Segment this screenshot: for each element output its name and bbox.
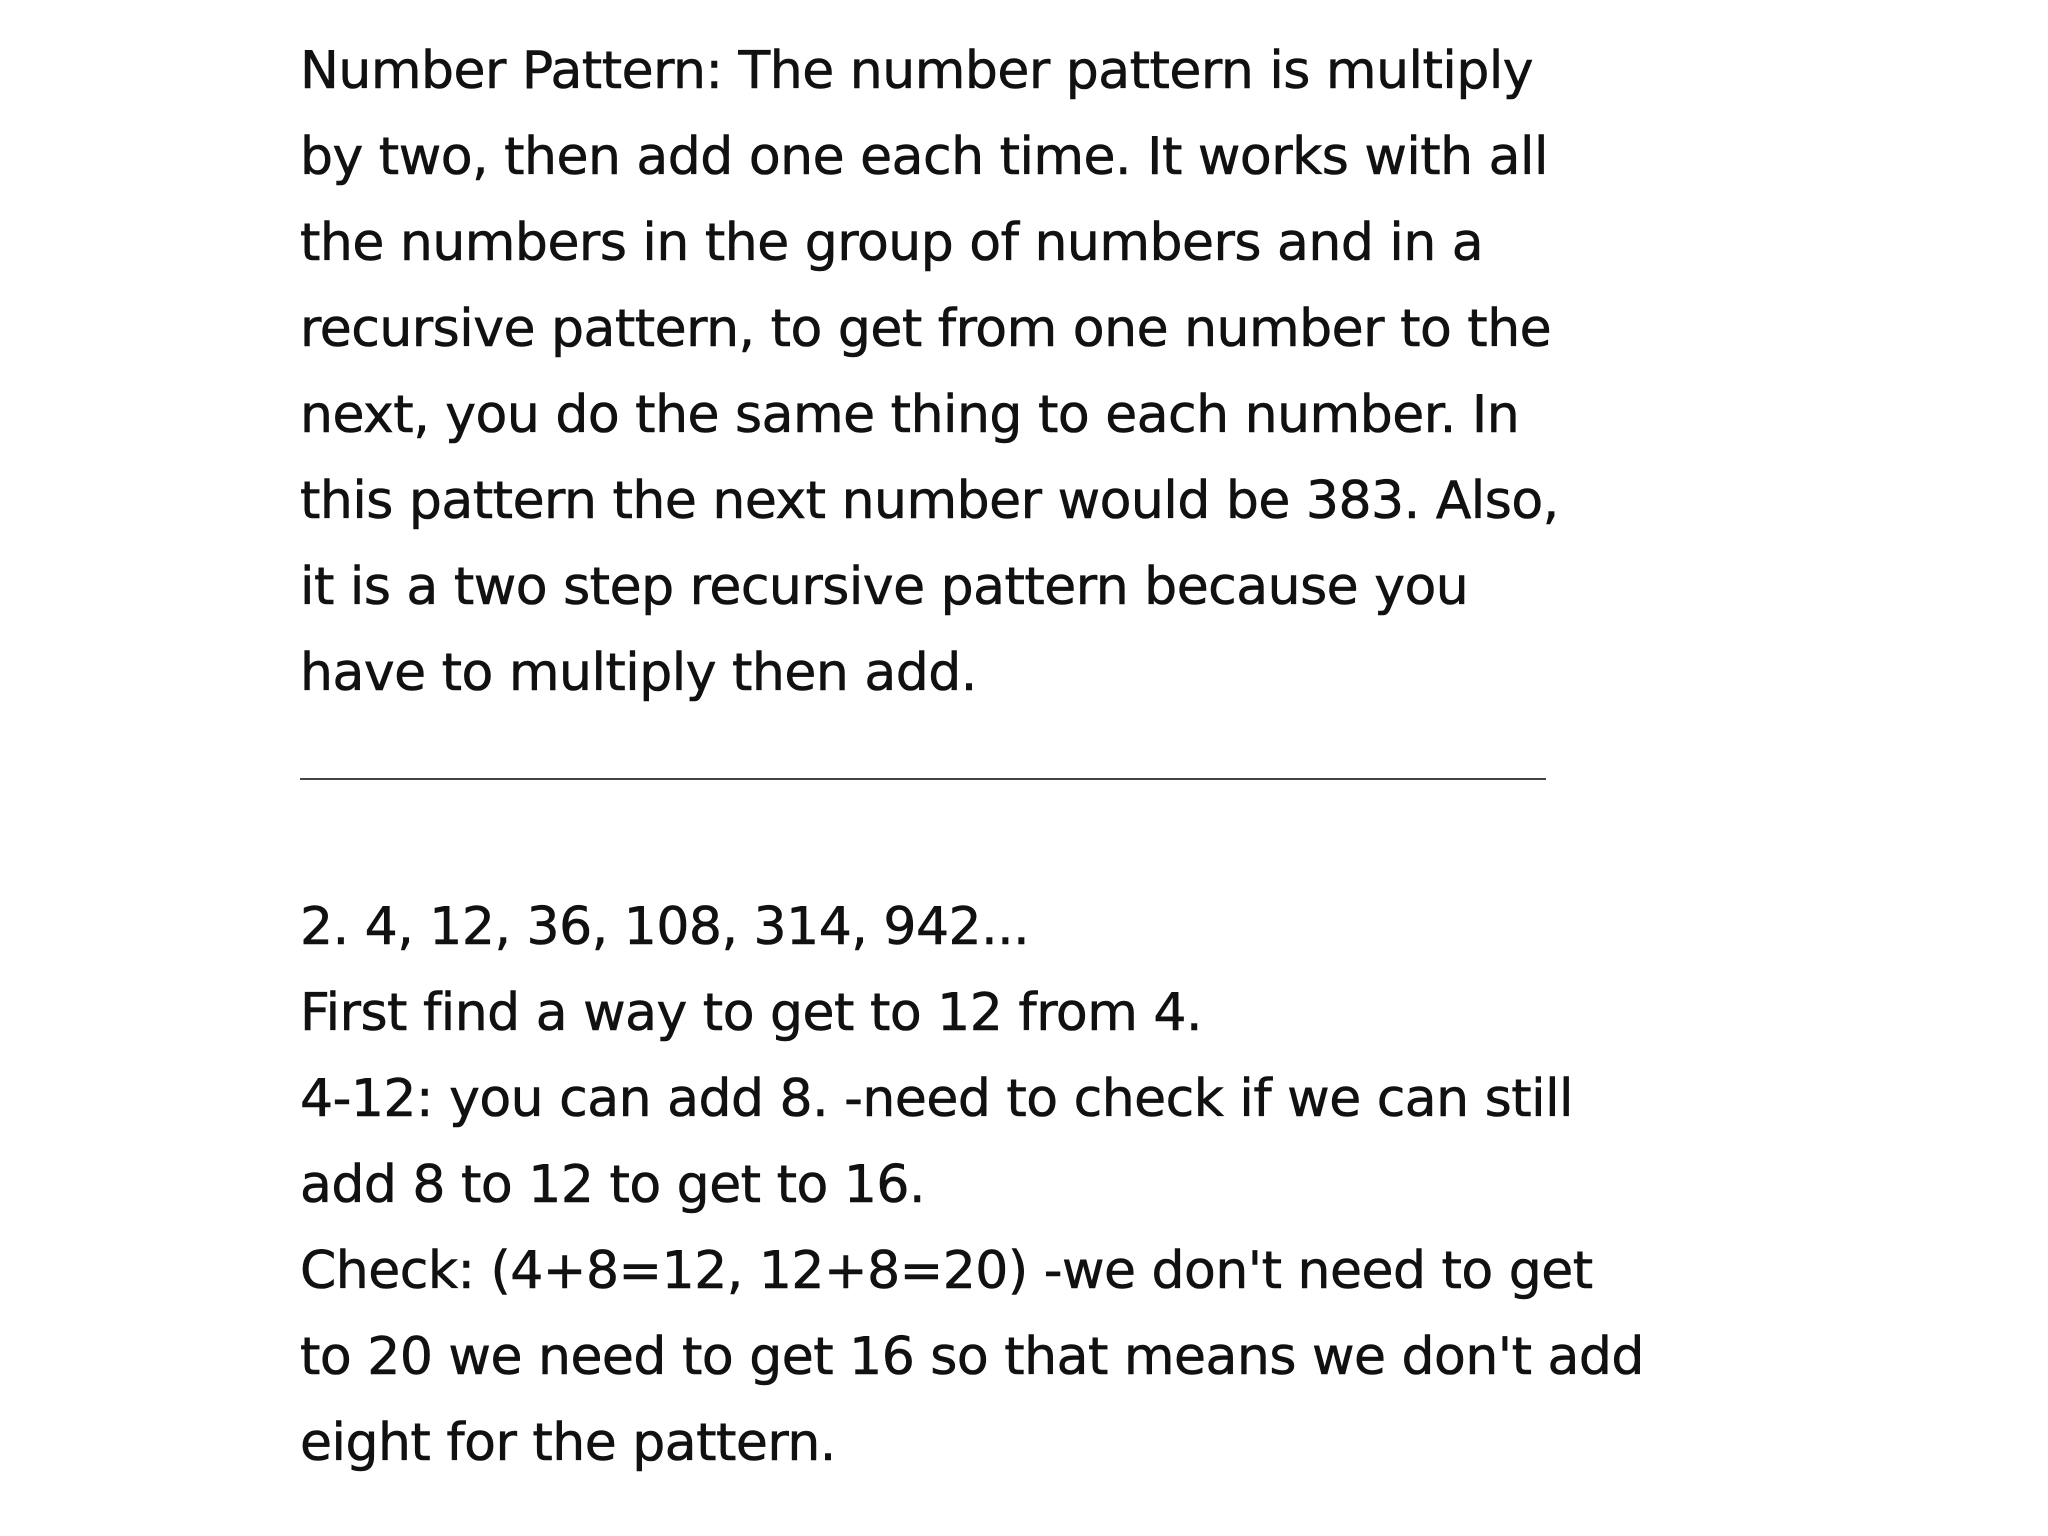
step-1-line: First find a way to get to 12 from 4. bbox=[300, 983, 1203, 1043]
step-2-line-2: add 8 to 12 to get to 16. bbox=[300, 1155, 926, 1215]
step-2-line-1: 4-12: you can add 8. -need to check if we can still bbox=[300, 1069, 1573, 1129]
sequence-line: 2. 4, 12, 36, 108, 314, 942... bbox=[300, 897, 1030, 957]
check-line-1: Check: (4+8=12, 12+8=20) -we don't need to get bbox=[300, 1241, 1593, 1301]
check-line-2: to 20 we need to get 16 so that means we don't add bbox=[300, 1327, 1644, 1387]
horizontal-divider bbox=[300, 778, 1546, 780]
problem-2-section bbox=[300, 884, 1644, 1486]
number-pattern-paragraph: Number Pattern: The number pattern is multiply by two, then add one each time. It works with all the numbers in the group of numbers and in a recursive pattern, to get from one number to the next, you do the same thing to each number. In this pattern the next number would be 383. Also, it is a two step recursive pattern because you have to multiply then add. bbox=[300, 41, 1559, 703]
check-line-3: eight for the pattern. bbox=[300, 1413, 836, 1473]
